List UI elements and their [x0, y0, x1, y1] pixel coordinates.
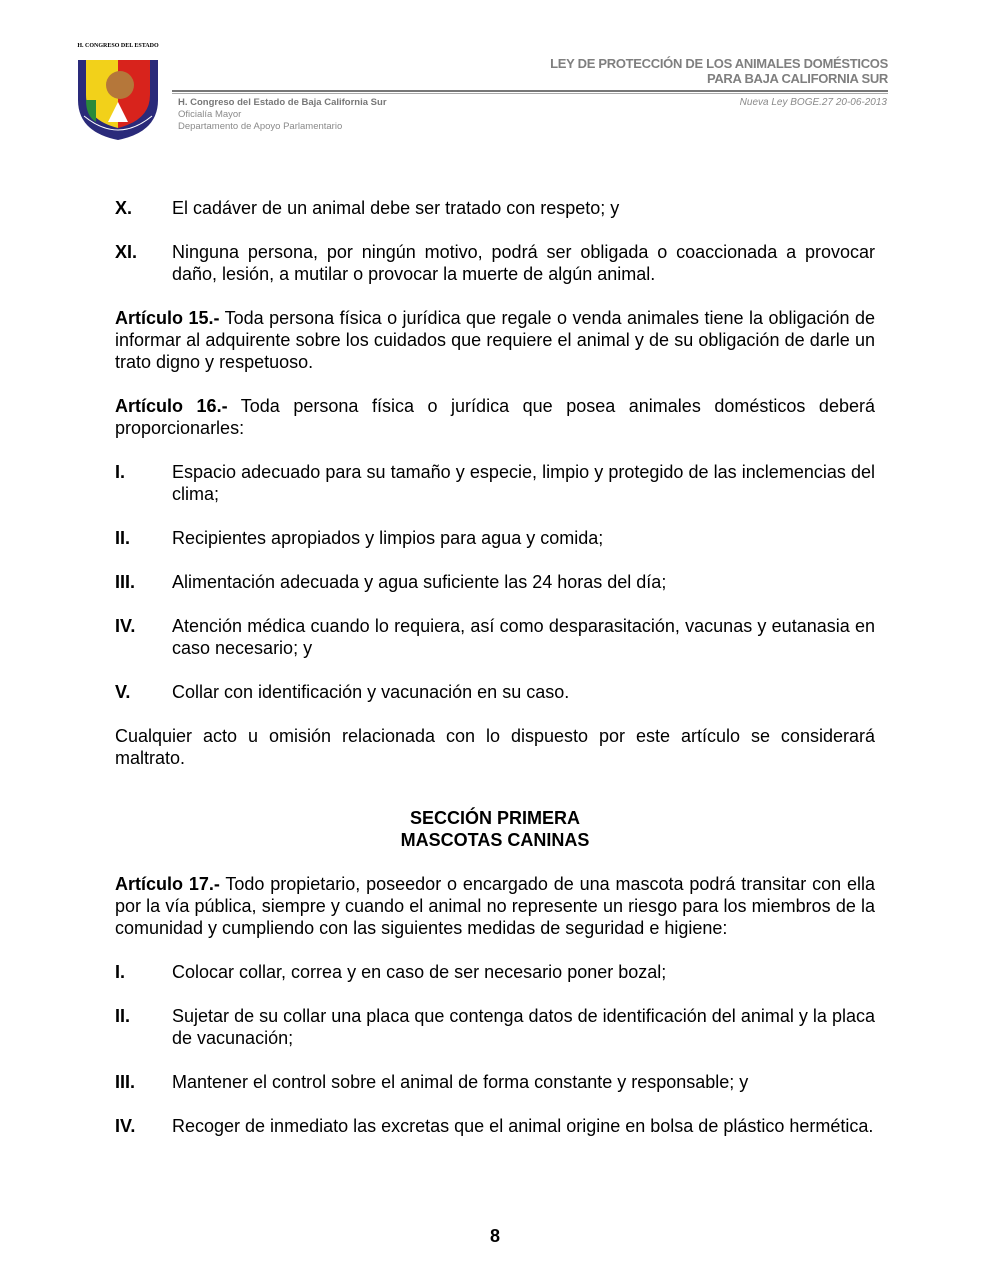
item-text: Atención médica cuando lo requiera, así como desparasitación, vacunas y eutanasia en caso necesario; y	[172, 616, 875, 658]
article-label: Artículo 16.-	[115, 396, 228, 416]
item-text: Alimentación adecuada y agua suficiente las 24 horas del día;	[172, 572, 667, 592]
item-number: X.	[115, 198, 133, 218]
list-item	[115, 461, 875, 505]
publication-reference: Nueva Ley BOGE.27 20-06-2013	[739, 97, 887, 108]
list-item	[115, 1005, 875, 1049]
item-text: El cadáver de un animal debe ser tratado con respeto; y	[172, 198, 620, 218]
item-text: Collar con identificación y vacunación en su caso.	[172, 682, 570, 702]
item-text: Recoger de inmediato las excretas que el animal origine en bolsa de plástico hermética.	[172, 1116, 874, 1136]
article-16	[115, 395, 875, 439]
article-text: Toda persona física o jurídica que posea animales domésticos deberá proporcionarles:	[115, 396, 875, 438]
org-name: H. Congreso del Estado de Baja California Sur	[178, 97, 387, 108]
item-text: Sujetar de su collar una placa que contenga datos de identificación del animal y la placa de vacunación;	[172, 1006, 875, 1048]
closing-paragraph: Cualquier acto u omisión relacionada con lo dispuesto por este artículo se considerará maltrato.	[115, 726, 875, 768]
item-number: II.	[115, 528, 131, 548]
item-text: Ninguna persona, por ningún motivo, podrá ser obligada o coaccionada a provocar daño, lesión, a mutilar o provocar la muerte de algún animal.	[172, 242, 875, 284]
item-number: II.	[115, 1006, 131, 1026]
list-item	[115, 571, 875, 593]
article-15	[115, 307, 875, 373]
item-number: I.	[115, 462, 126, 482]
list-item	[115, 681, 875, 703]
congress-seal-logo	[70, 40, 166, 142]
header-divider	[172, 90, 888, 94]
article-label: Artículo 15.-	[115, 308, 220, 328]
title-line-2: PARA BAJA CALIFORNIA SUR	[706, 71, 888, 86]
article-label: Artículo 17.-	[115, 874, 220, 894]
section-heading	[115, 807, 875, 851]
item-number: I.	[115, 962, 126, 982]
item-number: III.	[115, 1072, 136, 1092]
list-item	[115, 1071, 875, 1093]
item-number: XI.	[115, 242, 138, 262]
list-item	[115, 197, 875, 219]
svg-text:H. CONGRESO DEL ESTADO: H. CONGRESO DEL ESTADO	[77, 43, 159, 49]
item-number: IV.	[115, 1116, 136, 1136]
item-text: Colocar collar, correa y en caso de ser necesario poner bozal;	[172, 962, 667, 982]
article-text: Toda persona física o jurídica que regale o venda animales tiene la obligación de informar al adquirente sobre los cuidados que requiere el animal y de su obligación de darle un trato digno y respetuoso.	[115, 308, 875, 372]
section-number: SECCIÓN PRIMERA	[409, 808, 580, 828]
item-number: III.	[115, 572, 136, 592]
office-name: Oficialía Mayor	[178, 109, 242, 120]
document-title	[550, 56, 888, 86]
article-text: Todo propietario, poseedor o encargado de una mascota podrá transitar con ella por la vía pública, siempre y cuando el animal no represente un riesgo para los miembros de la comunidad y cumpliendo con las siguientes medidas de seguridad e higiene:	[115, 874, 875, 938]
list-item	[115, 241, 875, 285]
section-title: MASCOTAS CANINAS	[400, 830, 590, 850]
list-item	[115, 527, 875, 549]
item-number: V.	[115, 682, 131, 702]
document-body	[115, 197, 875, 1159]
department-name: Departamento de Apoyo Parlamentario	[178, 121, 343, 132]
list-item	[115, 615, 875, 659]
item-text: Recipientes apropiados y limpios para agua y comida;	[172, 528, 604, 548]
header-org-info	[178, 97, 387, 133]
article-17	[115, 873, 875, 939]
page-number: 8	[489, 1226, 500, 1246]
item-text: Mantener el control sobre el animal de forma constante y responsable; y	[172, 1072, 749, 1092]
list-item	[115, 1115, 875, 1137]
list-item	[115, 961, 875, 983]
title-line-1: LEY DE PROTECCIÓN DE LOS ANIMALES DOMÉSTICOS	[550, 56, 888, 71]
item-number: IV.	[115, 616, 136, 636]
item-text: Espacio adecuado para su tamaño y especie, limpio y protegido de las inclemencias del clima;	[172, 462, 875, 504]
